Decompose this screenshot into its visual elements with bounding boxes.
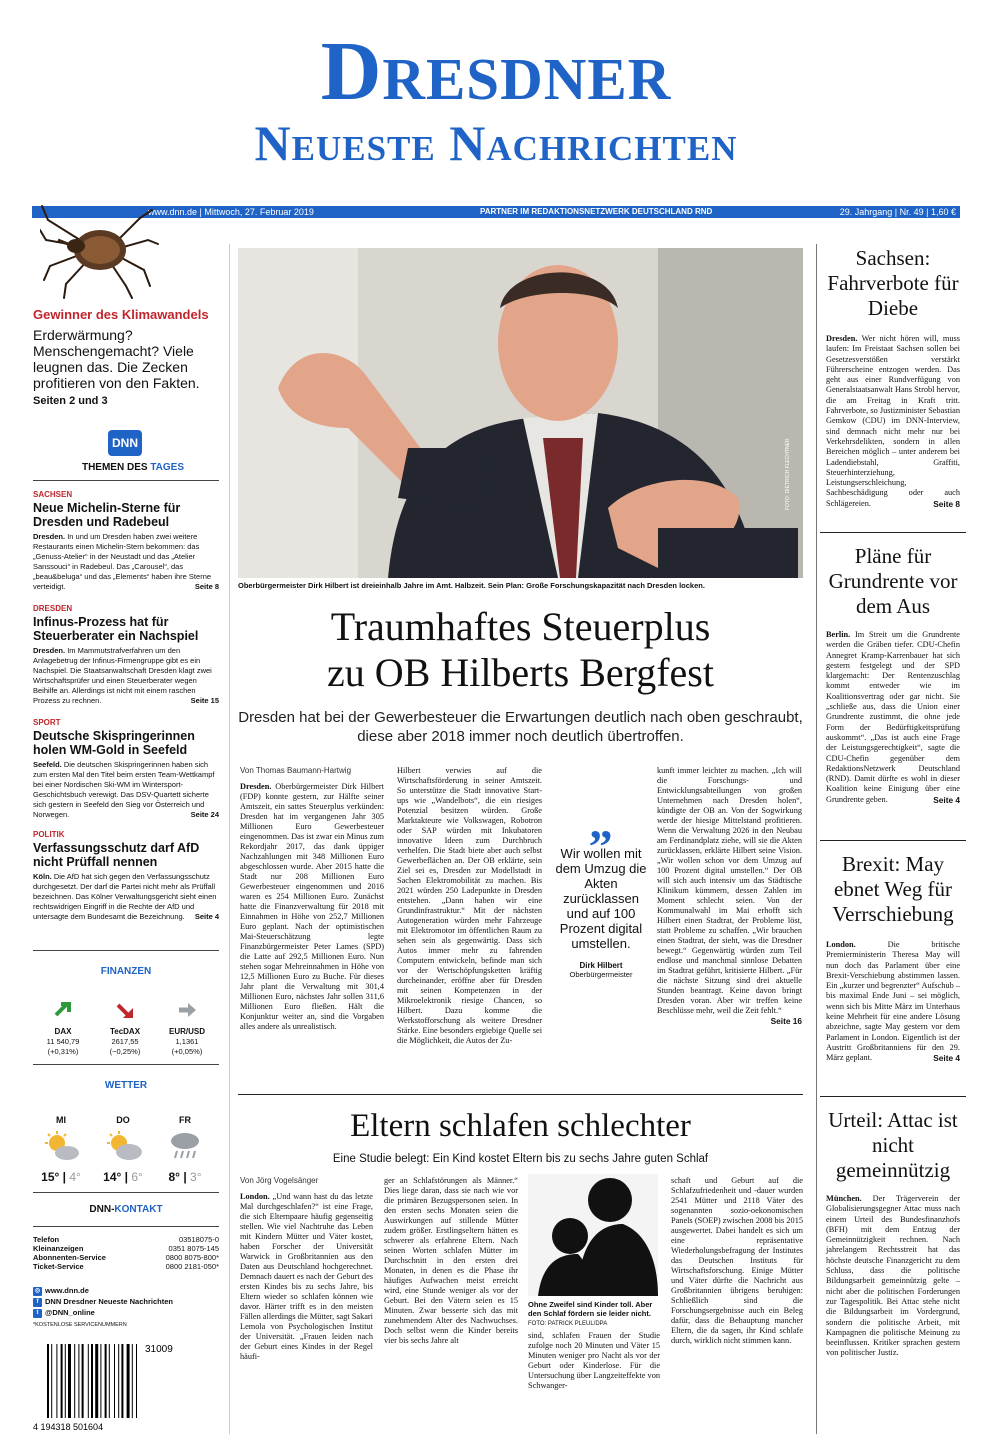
barcode-bar — [88, 1344, 89, 1418]
weather-day-label: MI — [56, 1115, 66, 1125]
topic-text: Im Mammutstrafverfahren um den Anlagebetrug der Infinus-Firmengruppe gibt es ein Nachspiel. Die Staatsanwaltschaft Dresden klagt zwei Wirtschaftsprüfer und einen Steuerberater wegen Beihilfe an. Allerdings ist nicht mit einem raschen Prozess zu rechnen. — [33, 646, 212, 705]
quote-author: Dirk Hilbert — [579, 961, 623, 970]
weather-low: 4° — [69, 1170, 81, 1184]
themen-heading — [33, 462, 233, 473]
second-text-1: „Und wann hast du das letzte Mal durchgeschlafen?“ ist eine Frage, die sich Elternpaare häufig gegenseitig stellen. Wie viel Nachtruhe das Leben mit Kindern Mütter und Väter kostet, haben Forscher der Universität Warwick in Großbritannien aus den Daten aus Deutschland hochgerechnet. Demnach dauert es nach der Geburt des ersten Kindes bis zu sechs Jahre, bis Eltern wieder so schlafen können wie davor. Härter trifft es in den meisten Fällen allerdings die Mütter, sagt Sakari Lemola von Psychologischen Institut der Universität. „Frauen leiden nach der Geburt eines Kindes in der Regel häufi- — [240, 1192, 373, 1361]
weather-high: 14° — [103, 1170, 122, 1184]
barcode-bar — [105, 1344, 107, 1418]
teaser-kicker: Gewinner des Klimawandels — [33, 307, 209, 322]
right-text: Der Trägerverein der Globalisierungsgegner Attac muss nach einem Urteil des Bundesfinanzhofs (BFH) mit dem Entzug der Gemeinnützigkeit rechnen. Nach jahrelangem Rechtsstreit hat das höchste deutsche Finanzgericht zu dem Schluss, dass die politische Bildungsarbeit gemeinnützig gelte – nicht aber die politischen Forderungen zur Tagespolitik. Bei Attac stehe nicht die Bildungsarbeit im Vordergrund, sondern die politische Arbeit, mit Kampagnen die politische Meinung zu beeinflussen. Kritiker sprachen gestern von politischer Justiz. — [826, 1194, 960, 1358]
quote-text: Wir wollen mit dem Umzug die Akten zurücklassen und auf 100 Prozent digital umstellen. — [555, 846, 647, 951]
barcode-bar — [51, 1344, 52, 1418]
barcode-bar — [68, 1344, 71, 1418]
kontakt-list — [33, 1235, 219, 1271]
topic-kicker: SPORT — [33, 718, 61, 727]
column-rule — [229, 244, 230, 1434]
finanzen-name: EUR/USD — [168, 1027, 205, 1036]
masthead-line-2: Neueste Nachrichten — [254, 115, 738, 171]
kontakt-row — [33, 1244, 219, 1253]
barcode-bar — [118, 1344, 119, 1418]
right-headline: Urteil: Attac ist nicht gemeinnützig — [828, 1108, 958, 1182]
dateline-partner: PARTNER IM REDAKTIONSNETZWERK DEUTSCHLAND RND — [480, 207, 713, 216]
sun-cloud-icon — [103, 1131, 143, 1161]
second-column-1 — [240, 1176, 373, 1362]
finanzen-value: 2617,55 — [111, 1037, 139, 1046]
topic-dateline: Dresden. — [33, 532, 66, 541]
kontakt-label: Telefon — [33, 1235, 60, 1244]
finanzen-tecdax — [95, 1000, 155, 1057]
right-divider — [820, 532, 966, 533]
right-headline: Sachsen: Fahrverbote für Diebe — [827, 246, 959, 320]
second-column-4 — [671, 1176, 803, 1346]
right-ref: Seite 4 — [933, 1053, 960, 1064]
right-dateline: Berlin. — [826, 630, 851, 639]
weather-day-label: DO — [116, 1115, 130, 1125]
second-dateline: London. — [240, 1192, 270, 1201]
barcode-bar — [127, 1344, 130, 1418]
second-text-4: schaft und Geburt auf die Schlafzufriedenheit und -dauer wurden 2541 Mütter und 2118 Väter des sogenannten sozio-oekonomischen Panels (SOEP) zwischen 2008 bis 2015 ausgewertet. Dabei handelt es sich um eine repräsentative Wiederholungsbefragung der Institutes das Deutschen Instituts für Wirtschaftsforschung. Einige Mütter und Väter dürfte die Nachricht aus Großbritannien übrigens beruhigen: Schließlich sind die Forschungsergebnisse auch ein Beleg dafür, dass die Behauptung mancher Eltern, die da sagen, ihr Kind schlafe durch, wirklich nicht stimmen kann. — [671, 1176, 803, 1345]
topic-ref: Seite 4 — [194, 912, 219, 921]
kontakt-label: Kleinanzeigen — [33, 1244, 84, 1253]
right-body — [826, 940, 960, 1064]
second-photo-credit: FOTO: PATRICK PLEUL/DPA — [528, 1321, 608, 1327]
weather-low: 3° — [190, 1170, 202, 1184]
column-rule — [816, 244, 817, 1434]
kontakt-value: 0351 8075-145 — [168, 1244, 219, 1253]
weather-day-label: FR — [179, 1115, 191, 1125]
right-text: Wer nicht hören will, muss laufen: Im Freistaat Sachsen sollen bei Gesetzesverstößen verstärkt Führerscheine entzogen werden. Das geht aus einer Rundverfügung von Generalstaatsanwalt Hans Strobl hervor, die am Freitag in Kraft tritt. Fahrverbote, so Justizminister Sebastian Gemkow (CDU) im DNN-Interview, sind demnach nicht mehr nur bei Verkehrsdelikten, sondern in allen Bereichen möglich – unter anderem bei Ladendiebstahl, Graffiti, Steuerhinterziehung, Leistungserschleichung, Sachbeschädigung oder auch Schlägereien. — [826, 334, 960, 508]
dateline-issue: 29. Jahrgang | Nr. 49 | 1,60 € — [839, 207, 956, 217]
dnn-logo: DNN — [108, 430, 142, 456]
lead-photo — [238, 248, 803, 578]
topic-headline: Deutsche Skispringerinnen holen WM-Gold in Seefeld — [33, 729, 195, 757]
topic-text: Die deutschen Skispringerinnen haben sich zum ersten Mal den Titel beim ersten Team-Wettkampf bei einer Nordischen Ski-WM im Wintersport-Geschichtsbuch verewigt. Das DSV-Quartett sicherte sich gestern in Seefeld den Sieg vor Österreich und Norwegen. — [33, 760, 215, 819]
kontakt-value: 03518075-0 — [178, 1235, 219, 1244]
barcode — [33, 1340, 193, 1432]
second-text-3: sind, schlafen Frauen der Studie zufolge noch 20 Minuten und Väter 15 Minuten weniger pro Nacht als vor der Geburt oder Kinderlose. Für die Untersuchung über Langzeiteffekte von Schwanger- — [528, 1331, 660, 1390]
barcode-bar — [78, 1344, 79, 1418]
finanzen-value: 1,1361 — [175, 1037, 199, 1046]
second-column-2 — [384, 1176, 518, 1346]
weather-day — [157, 1115, 213, 1184]
arrow-up-icon — [53, 1000, 73, 1020]
masthead — [0, 25, 992, 171]
weather-temp: 14° | 6° — [103, 1170, 143, 1184]
barcode-bar — [100, 1344, 101, 1418]
arrow-down-icon — [115, 1000, 135, 1020]
kontakt-row — [33, 1253, 219, 1262]
barcode-bar — [114, 1344, 115, 1418]
barcode-bar — [95, 1344, 98, 1418]
kontakt-note: *KOSTENLOSE SERVICENUMMERN — [33, 1322, 127, 1328]
lead-column-1 — [240, 766, 384, 1032]
barcode-bar — [74, 1344, 75, 1418]
barcode-bar — [56, 1344, 57, 1418]
barcode-bar — [136, 1344, 137, 1418]
sun-cloud-icon — [41, 1131, 81, 1161]
topic-headline: Verfassungsschutz darf AfD nicht Prüffall nennen — [33, 841, 200, 869]
finanzen-title: FINANZEN — [100, 966, 152, 977]
finanzen-change: (+0,31%) — [47, 1047, 79, 1056]
quote-role: Oberbürgermeister — [569, 970, 633, 979]
barcode-bar — [121, 1344, 123, 1418]
weather-day — [33, 1115, 89, 1184]
topic-dateline: Köln. — [33, 872, 52, 881]
kontakt-value: 0800 2181-050* — [165, 1262, 219, 1271]
topic-body — [33, 532, 219, 592]
teaser-ref: Seiten 2 und 3 — [33, 395, 108, 407]
topic-kicker: SACHSEN — [33, 490, 73, 499]
teaser-text — [33, 327, 233, 409]
right-divider — [820, 1096, 966, 1097]
weather-day — [95, 1115, 151, 1184]
facebook-label: DNN Dresdner Neueste Nachrichten — [45, 1297, 173, 1306]
barcode-bar — [91, 1344, 93, 1418]
weather-temp: 8° | 3° — [168, 1170, 202, 1184]
topic-dateline: Dresden. — [33, 646, 66, 655]
second-headline: Eltern schlafen schlechter — [350, 1108, 691, 1144]
lead-headline-line-1: Traumhaftes Steuerplus — [330, 604, 711, 649]
lead-ref: Seite 16 — [770, 1016, 802, 1026]
lead-quote — [555, 796, 647, 979]
dateline-date: www.dnn.de | Mittwoch, 27. Februar 2019 — [148, 207, 314, 217]
second-byline: Von Jörg Vogelsänger — [240, 1176, 319, 1185]
second-subhead: Eine Studie belegt: Ein Kind kostet Eltern bis zu sechs Jahre guten Schlaf — [332, 1153, 709, 1165]
quote-mark-icon: „ — [589, 796, 613, 849]
right-dateline: London. — [826, 940, 856, 949]
weather-high: 8° — [168, 1170, 180, 1184]
divider — [33, 480, 219, 481]
barcode-issue: 31009 — [145, 1344, 173, 1355]
twitter-icon: t — [33, 1309, 42, 1318]
topic-item — [33, 490, 219, 592]
second-photo-caption-text: Ohne Zweifel sind Kinder toll. Aber den Schlaf fördern sie leider nicht. — [528, 1300, 653, 1318]
finanzen-dax — [33, 1000, 93, 1057]
facebook-link[interactable] — [33, 1296, 219, 1307]
finanzen-change: (+0,05%) — [171, 1047, 203, 1056]
right-body — [826, 334, 960, 509]
topic-item — [33, 604, 219, 706]
topic-kicker: POLITIK — [33, 830, 65, 839]
topic-item — [33, 830, 219, 922]
divider — [33, 1226, 219, 1227]
right-ref: Seite 8 — [933, 498, 960, 509]
right-body — [826, 1194, 960, 1359]
twitter-label: @DNN_online — [45, 1308, 95, 1317]
lead-byline: Von Thomas Baumann-Hartwig — [240, 766, 352, 775]
topic-headline: Infinus-Prozess hat für Steuerberater ein Nachspiel — [33, 615, 199, 643]
topic-body — [33, 760, 219, 820]
kontakt-row — [33, 1235, 219, 1244]
tick-illustration — [40, 200, 160, 300]
divider — [33, 1192, 219, 1193]
topic-kicker: DRESDEN — [33, 604, 73, 613]
right-ref: Seite 4 — [933, 794, 960, 805]
parent-child-photo — [528, 1174, 658, 1296]
lead-dateline: Dresden. — [240, 782, 272, 791]
web-link[interactable] — [33, 1285, 219, 1296]
barcode-bar — [82, 1344, 84, 1418]
lead-headline — [238, 604, 803, 696]
topic-body — [33, 872, 219, 922]
right-text: Die britische Premierministerin Theresa May will nun doch das Parlament über eine Brexit-Verschiebung abstimmen lassen. Ein „kurzer und begrenzter“ Aufschub – bis maximal Ende Juni – sei möglich, wenn sich bis Mitte März im Unterhaus keine Mehrheit für eine andere Lösung abzeichne, sagte May gestern vor dem Parlament in London. Eigentlich ist der Austritt Großbritanniens für den 29. März geplant. — [826, 940, 960, 1063]
right-dateline: Dresden. — [826, 334, 858, 343]
topic-body — [33, 646, 219, 706]
finanzen-eurusd — [157, 1000, 217, 1057]
globe-icon: ◎ — [34, 1287, 41, 1294]
divider — [33, 950, 219, 951]
themen-title-b: TAGES — [150, 462, 185, 473]
finanzen-name: TecDAX — [109, 1027, 141, 1036]
second-column-3 — [528, 1331, 660, 1391]
photo-caption: Oberbürgermeister Dirk Hilbert ist dreieinhalb Jahre im Amt. Halbzeit. Sein Plan: Große Forschungskapazität nach Dresden locken. — [238, 581, 705, 590]
topic-headline: Neue Michelin-Sterne für Dresden und Radebeul — [33, 501, 181, 529]
topic-ref: Seite 8 — [194, 582, 219, 591]
photo-credit: FOTO: DIETRICH FLECHTNER — [785, 438, 791, 510]
masthead-line-1: Dresdner — [320, 25, 672, 118]
topic-text: Die AfD hat sich gegen den Verfassungsschutz durchgesetzt. Der darf die Partei nicht mehr als Prüffall bezeichnen. Das Kölner Verwaltungsgericht sieht einen rechtswidrigen Eingriff in die Rechte der AfD und untersagte dem Bundesamt die Bezeichnung. — [33, 872, 217, 921]
kontakt-value: 0800 8075-800* — [165, 1253, 219, 1262]
lead-text-3: kunft immer leichter zu machen. „Ich will die Forschungs- und Entwicklungsabteilungen von großen Unternehmen nach Dresden holen“, kündigte der OB an. Von der Sogwirkung werde der hiesige Mittelstand profitieren. Wenn die Verwaltung 2026 in den Neubau am Ferdinandplatz ziehe, will sie die Akten zurücklassen, erklärte Hilbert seine Vision. „Wir wollen schon vor dem Umzug auf 100 Prozent digital umstellen.“ Der OB will sich auch intensiv um das Städtische Klinikum kümmern, dessen Zahlen im Moment schlecht seien. Von der Kommunalwahl im Mai erhofft sich Hilbert einen Stadtrat, der Probleme löst, statt Probleme zu schaffen. „Wir brauchen einen Stadtrat, der sieht, was die Dresdner bewegt.“ Gegenwärtig würden zum Teil endlose und manchmal sinnlose Debatten im Stadtrat geführt, kritisierte Hilbert. „Für die nächste Sitzung sind drei aktuelle Stunden beantragt. Keine davon bringt Dresden voran. Aber wir treffen keine Beschlüsse mehr, weil die Zeit fehlt.“ — [657, 766, 802, 1015]
lead-text-2: Hilbert verwies auf die Wirtschaftsförderung in seiner Amtszeit. So unterstütze die Stadt innovative Start-ups wie „Wandelbots“, die ein riesiges Potenzial besitzen würden. Große Marktakteure wie Volkswagen, Robotron oder SAP würden mit Inkubatoren innovative Ideen zum Durchbruch verhelfen. Die Stadt biete aber auch selbst Gewerbeflächen an. Der OB erklärte, sein Ziel sei es, Dresden zur Modellstadt in Sachen Elektromobilität zu machen. Bis 2021 würden 250 Ladepunkte in Dresden entstehen. „Dann haben wir eine Grundinfrastruktur.“ Mit der nächsten Autogeneration würden mehr Fahrzeuge mit Elektromotor im öffentlichen Raum zu sehen sein als gegenwärtig. Dass sich Autos immer mehr zu fahrenden Computern entwickeln, befinde man sich vor der Wertschöpfungsketten kräftig durcheinander, eröffne aber für Dresden mit seinen Kompetenzen in der Mikroelektronik riesige Chancen, so Hilbert. Dazu komme die Werkstofforschung als weitere Dresdner Stärke. Eine besonders ergiebige Quelle sei die Möglichkeit, die Autos der Zu- — [397, 766, 542, 1045]
barcode-number: 4 194318 501604 — [33, 1422, 104, 1432]
weather-temp: 15° | 4° — [41, 1170, 81, 1184]
twitter-link[interactable] — [33, 1307, 219, 1318]
lead-headline-line-2: zu OB Hilberts Bergfest — [327, 650, 714, 695]
kontakt-title — [33, 1204, 219, 1215]
topic-ref: Seite 24 — [190, 810, 219, 819]
dateline-bar — [32, 206, 960, 218]
wetter-title: WETTER — [104, 1080, 148, 1091]
lead-column-2 — [397, 766, 542, 1046]
barcode-bar — [65, 1344, 66, 1418]
rain-cloud-icon — [165, 1131, 205, 1161]
barcode-bar — [47, 1344, 49, 1418]
second-text-2: ger an Schlafstörungen als Männer.“ Dies liege daran, dass sie nach wie vor die primären Bezugspersonen seien. In den ersten sechs Monaten seien die Auswirkungen auf stillende Mütter zudem größer. Erstlingseltern hätten es schwerer als erfahrene Eltern. Nach seinen Worten schlafen Mütter im Durchschnitt in den ersten drei Monaten, in denen es die Phase ihr häufiges Aufwachen meist erreicht wird, eine Stunde weniger als vor der Geburt. Bei den Vätern seien es 15 Minuten. Zwar besserte sich das mit zunehmendem Alter des Nachwuchses. Doch selbst wenn die Kinder bereits vier bis sechs Jahre alt — [384, 1176, 518, 1345]
kontakt-title-b: KONTAKT — [114, 1204, 163, 1215]
kontakt-row — [33, 1262, 219, 1271]
lead-column-3 — [657, 766, 802, 1026]
second-photo-caption — [528, 1300, 662, 1329]
finanzen-name: DAX — [54, 1027, 72, 1036]
finanzen-change: (−0,25%) — [109, 1047, 141, 1056]
themen-title-a: THEMEN DES — [81, 462, 151, 473]
right-divider — [820, 840, 966, 841]
weather-low: 6° — [131, 1170, 143, 1184]
lead-subhead: Dresden hat bei der Gewerbesteuer die Erwartungen deutlich nach oben geschraubt, diese aber 2018 immer noch deutlich übertroffen. — [238, 709, 803, 745]
topic-ref: Seite 15 — [190, 696, 219, 705]
kontakt-label: Ticket-Service — [33, 1262, 84, 1271]
right-text: Im Streit um die Grundrente werden die Gräben tiefer. CDU-Chefin Annegret Kramp-Karrenbauer hat sich gestern festgelegt und der SPD klargemacht: Der Rentenzuschlag kommt entweder wie im Koalitionsvertrag oder gar nicht. Sie „schließe aus, dass die Union einer Grundrente zustimmt, die ohne jede Form der Bedürftigkeitsprüfung auskommt“. „Das ist auch eine Frage der Leistungsgerechtigkeit“, sagte die CDU-Chefin gegenüber dem RedaktionsNetzwerk Deutschland (RND). Damit dürfte es wohl in dieser Koalition keine Einigung über eine Grundrente geben. — [826, 630, 960, 804]
facebook-icon: f — [33, 1298, 42, 1307]
arrow-right-icon — [177, 1000, 197, 1020]
topic-item — [33, 718, 219, 820]
teaser-body: Erderwärmung? Menschengemacht? Viele leugnen das. Die Zecken profitieren von den Fakten. — [33, 327, 200, 391]
lead-text-1: Oberbürgermeister Dirk Hilbert (FDP) konnte gestern, zur Hälfte seiner Amtszeit, ein sattes Steuerplus verkünden: Dresden hat im vergangenen Jahr 305 Millionen Euro Gewerbesteuer eingenommen. Das ist zwar ein Minus zum Rekordjahr 2017, das dank üppiger Nachzahlungen mit 348 Millionen Euro abgeschlossen wurde. Aber 2015 hatte die Stadt nur 208 Millionen Euro Gewerbesteuer eingenommen und 2016 waren es 254 Millionen Euro. Zunächst hatte die Finanzverwaltung für 2018 mit Einnahmen in Höhe von 252,7 Millionen Euro geplant. Nach der optimistischen Mai-Steuerschätzung legte Finanzbürgermeister Peter Lames (SPD) die Latte auf 292,5 Millionen Euro. Nun stehen sogar Mehreinnahmen in Höhe von 12,5 Millionen Euro zu Buche. Für dieses Jahr plant die Verwaltung mit 301,4 Millionen Euro, nächstes Jahr sollen 311,6 Millionen Euro fließen. Hält die Konjunktur weiter an, sind die Vorgaben alles andere als unrealistisch. — [240, 782, 385, 1031]
topic-text: In und um Dresden haben zwei weitere Restaurants einen Michelin-Stern bekommen: das „Genuss-Atelier“ in der Neustadt und das „Atelier Sanssouci“ in Radebeul. Das „Carousel“, das „beau&beluga“ und das „Elements“ haben ihre Sterne verteidigt. — [33, 532, 212, 591]
right-body — [826, 630, 960, 805]
social-links — [33, 1285, 219, 1318]
divider — [33, 1064, 219, 1065]
right-headline: Pläne für Grundrente vor dem Aus — [828, 544, 958, 618]
barcode-bar — [61, 1344, 63, 1418]
finanzen-value: 11 540,79 — [46, 1037, 80, 1046]
story-divider — [238, 1094, 803, 1095]
right-headline: Brexit: May ebnet Weg für Verrschiebung — [832, 852, 954, 926]
kontakt-label: Abonnenten-Service — [33, 1253, 106, 1262]
right-dateline: München. — [826, 1194, 862, 1203]
kontakt-title-a: DNN- — [89, 1204, 115, 1215]
barcode-bar — [132, 1344, 133, 1418]
weather-high: 15° — [41, 1170, 60, 1184]
barcode-bar — [109, 1344, 110, 1418]
topic-dateline: Seefeld. — [33, 760, 62, 769]
web-label: www.dnn.de — [45, 1286, 89, 1295]
